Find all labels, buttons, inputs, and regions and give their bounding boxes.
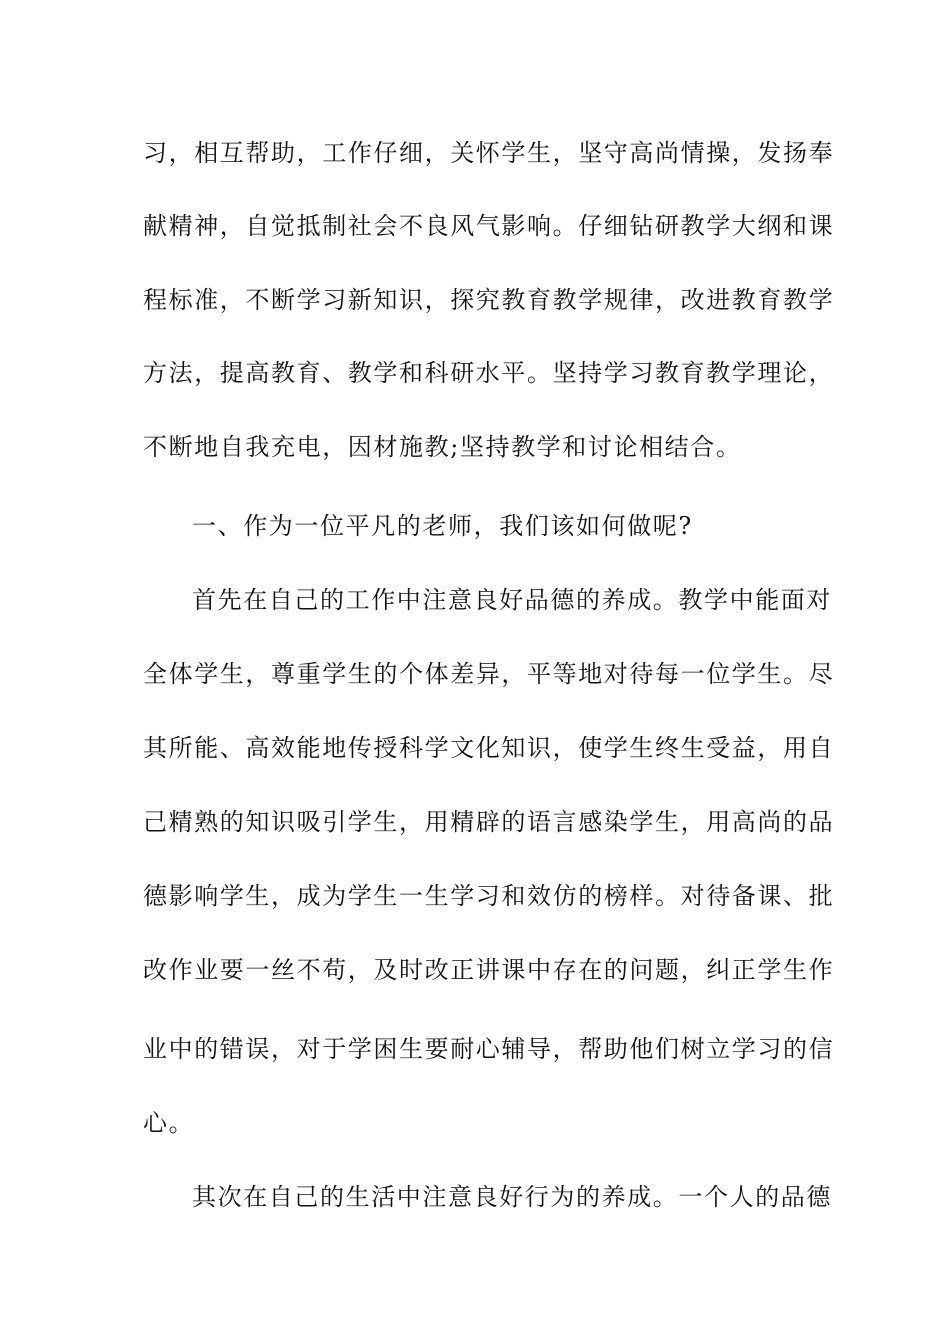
text-line: 其所能、高效能地传授科学文化知识，使学生终生受益，用自 <box>143 734 835 762</box>
text-line: 全体学生，尊重学生的个体差异，平等地对待每一位学生。尽 <box>143 660 835 688</box>
text-line: 献精神，自觉抵制社会不良风气影响。仔细钻研教学大纲和课 <box>143 212 835 240</box>
text-line: 德影响学生，成为学生一生学习和效仿的榜样。对待备课、批 <box>143 882 835 910</box>
text-line: 己精熟的知识吸引学生，用精辟的语言感染学生，用高尚的品 <box>143 808 835 836</box>
text-line: 业中的错误，对于学困生要耐心辅导，帮助他们树立学习的信 <box>143 1035 835 1063</box>
section-heading: 一、作为一位平凡的老师，我们该如何做呢? <box>192 512 693 540</box>
text-line: 改作业要一丝不苟，及时改正讲课中存在的问题，纠正学生作 <box>143 956 835 984</box>
text-line: 程标准，不断学习新知识，探究教育教学规律，改进教育教学 <box>143 286 835 314</box>
text-line: 方法，提高教育、教学和科研水平。坚持学习教育教学理论， <box>143 359 835 387</box>
text-line: 首先在自己的工作中注意良好品德的养成。教学中能面对 <box>192 586 832 614</box>
text-line: 其次在自己的生活中注意良好行为的养成。一个人的品德 <box>192 1183 832 1211</box>
text-line: 不断地自我充电，因材施教;坚持教学和讨论相结合。 <box>143 433 742 461</box>
text-line: 心。 <box>143 1109 195 1137</box>
text-line: 习，相互帮助，工作仔细，关怀学生，坚守高尚情操，发扬奉 <box>143 139 835 167</box>
